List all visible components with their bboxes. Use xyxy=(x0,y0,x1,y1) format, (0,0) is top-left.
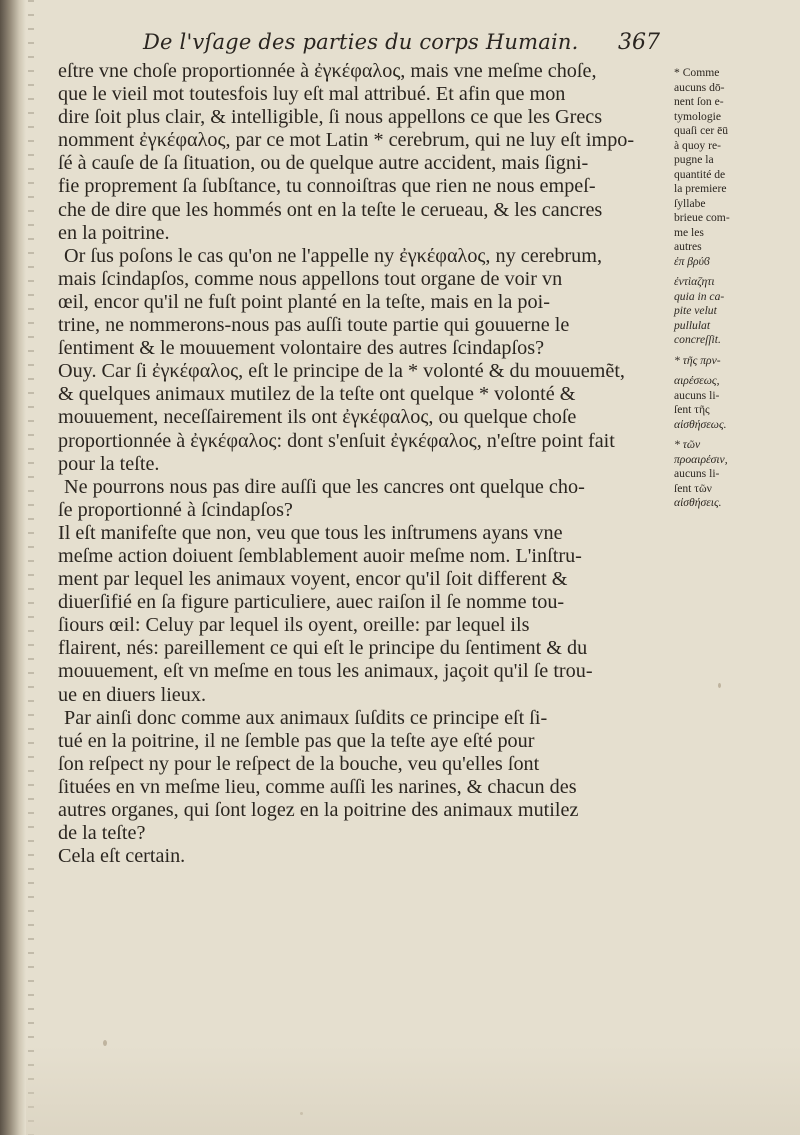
binding-gutter xyxy=(0,0,26,1135)
text-line: en la poitrine. xyxy=(58,221,170,244)
margin-note: quia in ca- xyxy=(674,289,725,303)
margin-note: aucuns li- xyxy=(674,467,720,480)
margin-note: pullulat xyxy=(674,318,711,332)
margin-note: tymologie xyxy=(674,109,722,123)
text-line: diuerſifié en ſa figure particuliere, auec raiſon il ſe nomme tou- xyxy=(58,591,565,614)
margin-note: ſyllabe xyxy=(674,196,706,210)
running-head xyxy=(0,28,800,60)
margin-note: αιρέσεως, xyxy=(674,374,720,387)
margin-note: αἰσθήσεις. xyxy=(674,496,722,509)
text-line: ſon reſpect ny pour le reſpect de la bouche, veu qu'elles ſont xyxy=(58,752,540,775)
margin-note: * τῶν xyxy=(674,438,701,451)
text-line: tué en la poitrine, il ne ſemble pas que la teſte aye eſté pour xyxy=(58,729,535,752)
text-line: ment par lequel les animaux voyent, encor qu'il ſoit different & xyxy=(58,568,568,591)
margin-note: * Comme xyxy=(674,66,720,79)
paper-shading xyxy=(26,1045,800,1135)
margin-note: aucuns dō- xyxy=(674,80,725,94)
margin-note: ἐπ βρύϐ xyxy=(674,254,710,268)
text-line: Or ſus poſons le cas qu'on ne l'appelle ny ἐγκέφαλος, ny cerebrum, xyxy=(64,244,602,267)
text-line: flairent, nés: pareillement ce qui eſt le principe du ſentiment & du xyxy=(58,637,588,660)
text-line: ſe proportionné à ſcindapſos? xyxy=(58,498,293,521)
margin-note: ἐντὶαζητι xyxy=(674,275,715,288)
text-line: ſentiment & le mouuement volontaire des autres ſcindapſos? xyxy=(58,337,545,360)
margin-note: προαιρέσιν, xyxy=(674,452,728,466)
text-line: nomment ἐγκέφαλος, par ce mot Latin * cerebrum, qui ne luy eſt impo- xyxy=(58,129,635,152)
text-line: che de dire que les hommés ont en la teſte le cerueau, & les cancres xyxy=(58,198,603,221)
margin-note: la premiere xyxy=(674,182,727,195)
margin-note: ſent τῆς xyxy=(674,403,710,416)
margin-note: concreſſit. xyxy=(674,333,721,346)
margin-note: ſent τῶν xyxy=(674,481,712,495)
margin-note: * τῆς πρν- xyxy=(674,353,721,367)
text-line: Ne pourrons nous pas dire auſſi que les cancres ont quelque cho- xyxy=(64,475,585,498)
text-line: meſme action doiuent ſemblablement auoir meſme nom. L'inſtru- xyxy=(58,544,582,567)
paper-spot xyxy=(718,683,721,688)
margin-note: quaſi cer ēū xyxy=(674,124,729,137)
margin-note: pugne la xyxy=(674,153,714,166)
text-line: ue en diuers lieux. xyxy=(58,683,206,706)
running-title: De l'vſage des parties du corps Humain. xyxy=(143,30,579,54)
text-line: pour la teſte. xyxy=(58,452,160,475)
margin-note: autres xyxy=(674,240,702,253)
margin-note: me les xyxy=(674,225,704,239)
margin-note: quantité de xyxy=(674,167,726,181)
text-line: eſtre vne choſe proportionnée à ἐγκέφαλος, mais vne meſme choſe, xyxy=(58,60,597,82)
text-line: trine, ne nommerons-nous pas auſſi toute partie qui gouuerne le xyxy=(58,314,570,337)
text-line: Il eſt manifeſte que non, veu que tous les inſtrumens ayans vne xyxy=(58,521,563,544)
text-line: Ouy. Car ſi ἐγκέφαλος, eſt le principe de la * volonté & du mouuemẽt, xyxy=(58,360,625,383)
text-line: mouuement, eſt vn meſme en tous les animaux, jaçoit qu'il ſe trou- xyxy=(58,660,593,683)
margin-note: aucuns li- xyxy=(674,388,720,402)
text-line: dire ſoit plus clair, & intelligible, ſi nous appellons ce que les Grecs xyxy=(58,106,603,129)
text-line: proportionnée à ἐγκέφαλος: dont s'enſuit ἐγκέφαλος, n'eſtre point fait xyxy=(58,429,615,452)
text-line: ſiours œil: Celuy par lequel ils oyent, oreille: par lequel ils xyxy=(58,614,530,637)
margin-note: à quoy re- xyxy=(674,138,721,152)
text-line: Cela eſt certain. xyxy=(58,845,186,868)
text-line: de la teſte? xyxy=(58,822,146,845)
gutter-texture xyxy=(28,0,34,1135)
page-number: 367 xyxy=(618,30,660,55)
text-line: mais ſcindapſos, comme nous appellons tout organe de voir vn xyxy=(58,267,563,290)
margin-notes xyxy=(674,66,792,511)
text-line: œil, encor qu'il ne fuſt point planté en la teſte, mais en la poi- xyxy=(58,290,550,313)
margin-note: pite velut xyxy=(674,304,717,317)
margin-note: brieue com- xyxy=(674,211,730,224)
text-line: & quelques animaux mutilez de la teſte ont quelque * volonté & xyxy=(58,383,576,406)
text-line: ſituées en vn meſme lieu, comme auſſi les narines, & chacun des xyxy=(58,775,577,798)
margin-note: αἰσθήσεως. xyxy=(674,417,727,431)
text-line: ſé à cauſe de ſa ſituation, ou de quelque autre accident, mais ſigni- xyxy=(58,152,589,175)
margin-note: nent ſon e- xyxy=(674,95,724,108)
text-line: Par ainſi donc comme aux animaux ſuſdits ce principe eſt ſi- xyxy=(64,706,548,729)
text-line: que le vieil mot toutesfois luy eſt mal attribué. Et afin que mon xyxy=(58,83,566,106)
main-text xyxy=(58,60,670,868)
text-line: fie proprement ſa ſubſtance, tu connoiſtras que rien ne nous empeſ- xyxy=(58,175,596,198)
text-line: autres organes, qui ſont logez en la poitrine des animaux mutilez xyxy=(58,799,579,821)
text-line: mouuement, neceſſairement ils ont ἐγκέφαλος, ou quelque choſe xyxy=(58,406,577,429)
